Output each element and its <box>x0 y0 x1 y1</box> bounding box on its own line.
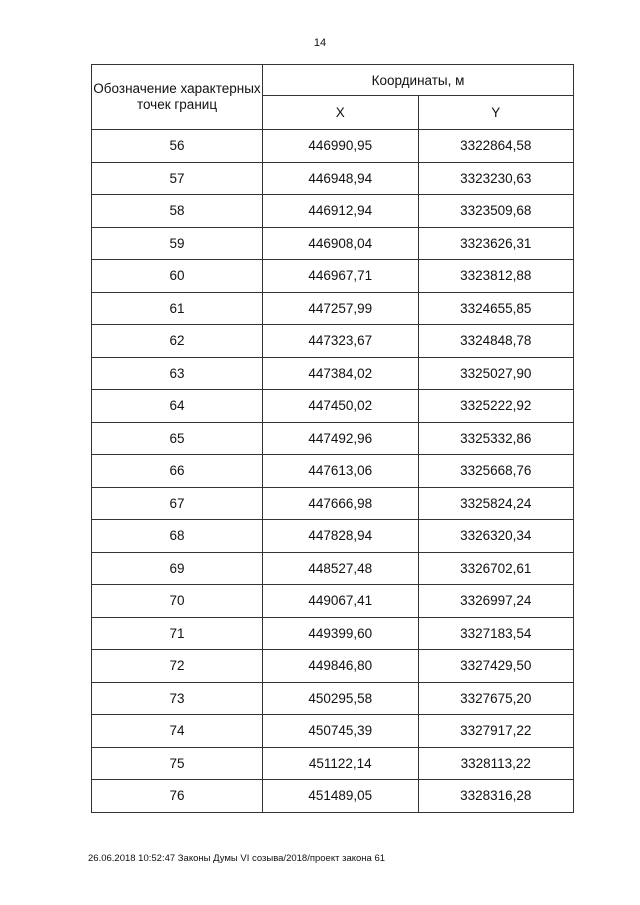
cell-y: 3326320,34 <box>418 520 574 553</box>
table-row <box>92 747 574 780</box>
cell-point: 59 <box>92 227 263 260</box>
cell-x: 446912,94 <box>263 195 419 228</box>
cell-x: 447666,98 <box>263 487 419 520</box>
cell-x: 447323,67 <box>263 325 419 358</box>
header-x: X <box>263 96 419 130</box>
cell-point: 57 <box>92 162 263 195</box>
cell-x: 447257,99 <box>263 292 419 325</box>
cell-y: 3323626,31 <box>418 227 574 260</box>
table-row <box>92 552 574 585</box>
table-row <box>92 162 574 195</box>
cell-y: 3324848,78 <box>418 325 574 358</box>
cell-y: 3325332,86 <box>418 422 574 455</box>
cell-point: 67 <box>92 487 263 520</box>
table-row <box>92 585 574 618</box>
cell-point: 63 <box>92 357 263 390</box>
cell-y: 3326702,61 <box>418 552 574 585</box>
cell-point: 56 <box>92 130 263 163</box>
cell-x: 446948,94 <box>263 162 419 195</box>
cell-point: 62 <box>92 325 263 358</box>
cell-point: 65 <box>92 422 263 455</box>
header-coordinates: Координаты, м <box>263 65 574 96</box>
cell-point: 61 <box>92 292 263 325</box>
table-row <box>92 325 574 358</box>
cell-x: 447492,96 <box>263 422 419 455</box>
coordinates-table <box>91 64 574 813</box>
cell-y: 3325824,24 <box>418 487 574 520</box>
cell-x: 451122,14 <box>263 747 419 780</box>
table-row <box>92 520 574 553</box>
cell-y: 3323509,68 <box>418 195 574 228</box>
cell-x: 449846,80 <box>263 650 419 683</box>
table-row <box>92 617 574 650</box>
cell-y: 3325027,90 <box>418 357 574 390</box>
cell-point: 76 <box>92 780 263 813</box>
cell-x: 446990,95 <box>263 130 419 163</box>
table-row <box>92 455 574 488</box>
cell-point: 74 <box>92 715 263 748</box>
cell-point: 75 <box>92 747 263 780</box>
cell-point: 68 <box>92 520 263 553</box>
cell-y: 3323812,88 <box>418 260 574 293</box>
cell-x: 448527,48 <box>263 552 419 585</box>
cell-x: 447384,02 <box>263 357 419 390</box>
cell-y: 3322864,58 <box>418 130 574 163</box>
table-row <box>92 390 574 423</box>
cell-point: 73 <box>92 682 263 715</box>
cell-point: 70 <box>92 585 263 618</box>
cell-y: 3324655,85 <box>418 292 574 325</box>
header-point-designation: Обозначение характерных точек границ <box>92 65 263 130</box>
cell-y: 3328316,28 <box>418 780 574 813</box>
cell-x: 446908,04 <box>263 227 419 260</box>
table-row <box>92 715 574 748</box>
cell-x: 449399,60 <box>263 617 419 650</box>
cell-point: 69 <box>92 552 263 585</box>
table-row <box>92 130 574 163</box>
cell-point: 64 <box>92 390 263 423</box>
cell-x: 450295,58 <box>263 682 419 715</box>
cell-x: 451489,05 <box>263 780 419 813</box>
cell-x: 447450,02 <box>263 390 419 423</box>
cell-y: 3327429,50 <box>418 650 574 683</box>
cell-y: 3327183,54 <box>418 617 574 650</box>
cell-point: 58 <box>92 195 263 228</box>
table-row <box>92 682 574 715</box>
cell-point: 72 <box>92 650 263 683</box>
table-row <box>92 195 574 228</box>
footer-stamp: 26.06.2018 10:52:47 Законы Думы VI созыва/2018/проект закона 61 <box>88 853 386 864</box>
cell-x: 450745,39 <box>263 715 419 748</box>
table-body <box>92 130 574 813</box>
cell-y: 3326997,24 <box>418 585 574 618</box>
cell-y: 3328113,22 <box>418 747 574 780</box>
table-row <box>92 487 574 520</box>
page-number: 14 <box>313 37 327 49</box>
cell-x: 447828,94 <box>263 520 419 553</box>
cell-y: 3325668,76 <box>418 455 574 488</box>
table-row <box>92 422 574 455</box>
cell-point: 66 <box>92 455 263 488</box>
cell-x: 447613,06 <box>263 455 419 488</box>
cell-y: 3327675,20 <box>418 682 574 715</box>
cell-x: 446967,71 <box>263 260 419 293</box>
cell-y: 3325222,92 <box>418 390 574 423</box>
cell-x: 449067,41 <box>263 585 419 618</box>
table-row <box>92 357 574 390</box>
cell-point: 60 <box>92 260 263 293</box>
cell-y: 3327917,22 <box>418 715 574 748</box>
table-row <box>92 650 574 683</box>
table-row <box>92 260 574 293</box>
cell-y: 3323230,63 <box>418 162 574 195</box>
table-row <box>92 227 574 260</box>
table-row <box>92 292 574 325</box>
header-y: Y <box>418 96 574 130</box>
cell-point: 71 <box>92 617 263 650</box>
table-row <box>92 780 574 813</box>
